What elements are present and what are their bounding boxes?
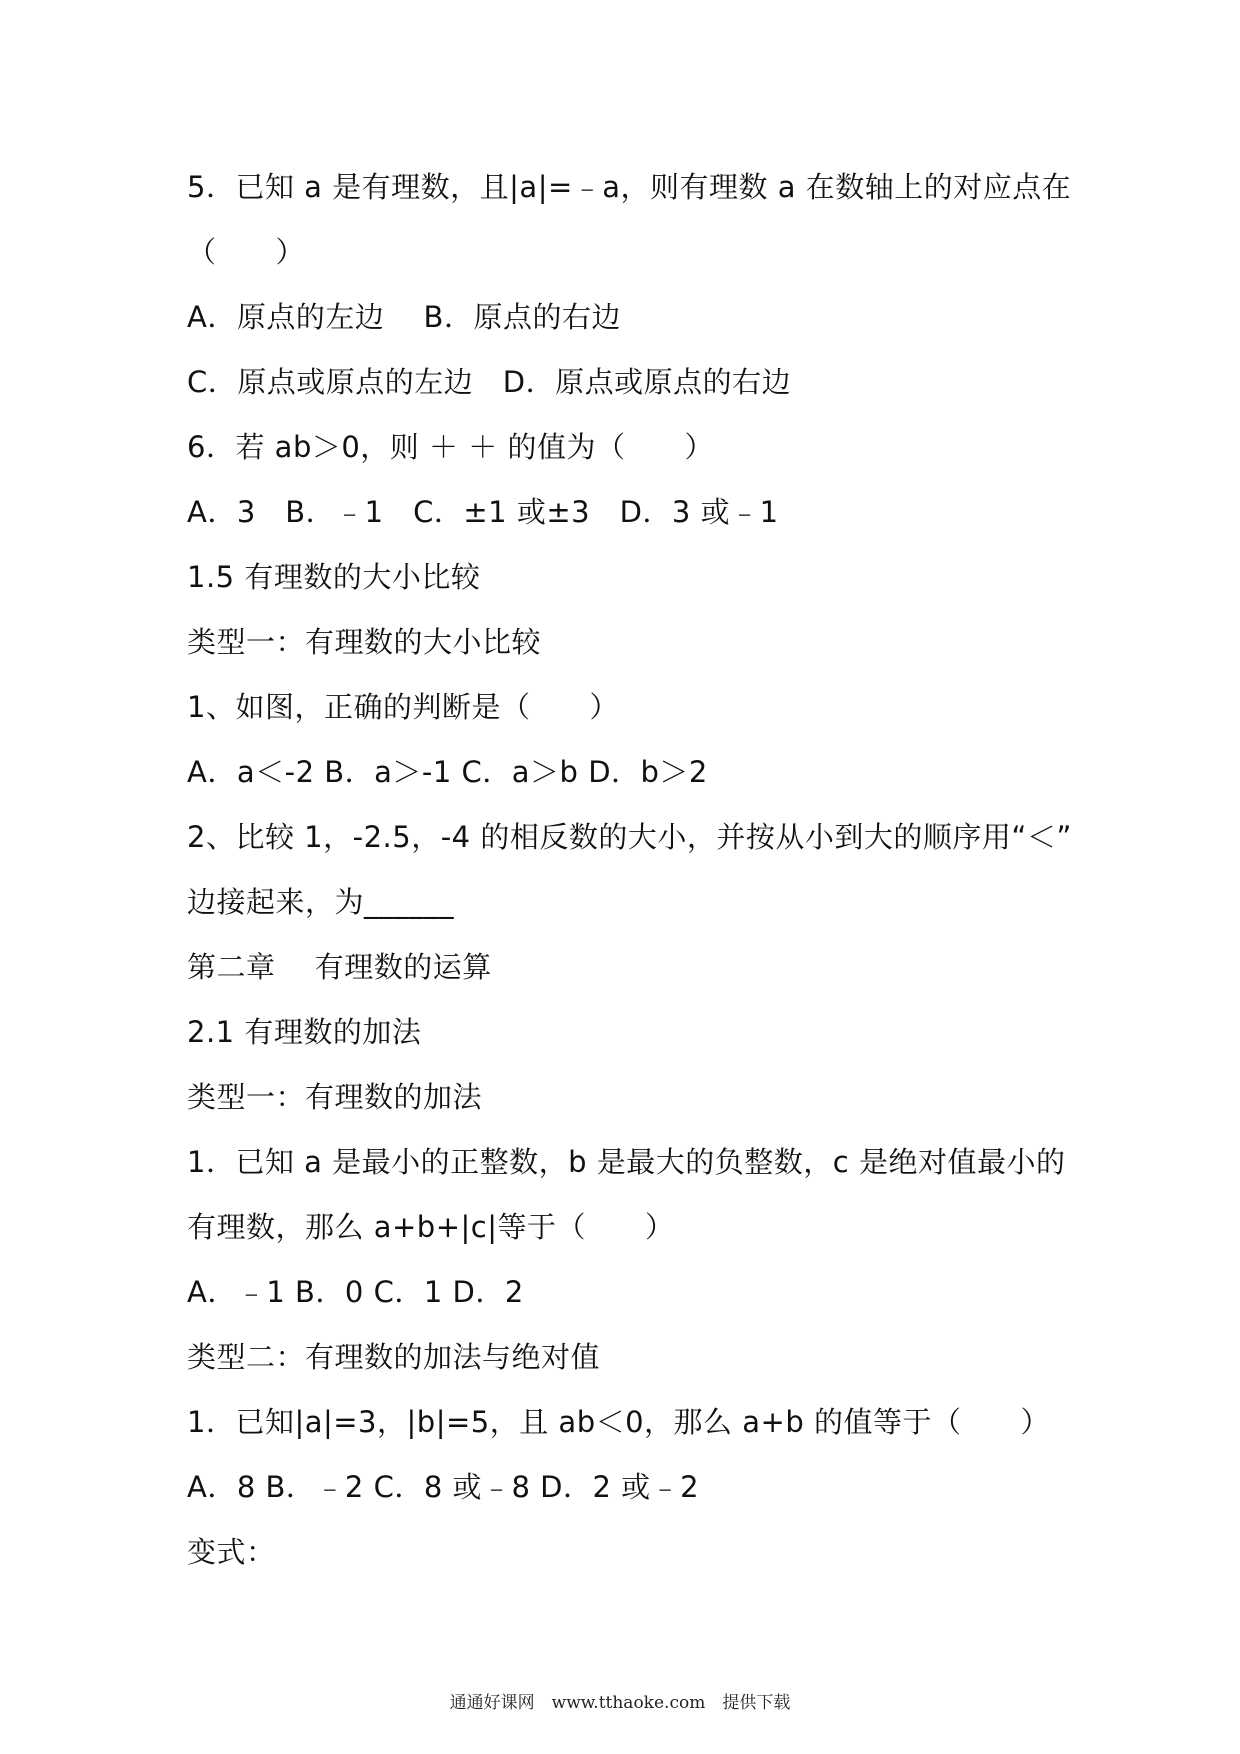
page-footer: 通通好课网 www.tthaoke.com 提供下载 xyxy=(449,1693,791,1713)
section-heading-1-5: 1.5 有理数的大小比较 xyxy=(187,560,481,594)
section-heading-2-1: 2.1 有理数的加法 xyxy=(187,1015,422,1049)
question-5-options-ab: A．原点的左边 B．原点的右边 xyxy=(187,300,621,334)
question-stem: 2、比较 1，-2.5，-4 的相反数的大小，并按从小到大的顺序用“＜” xyxy=(187,820,1072,854)
question-6-options: A．3 B．﹣1 C．±1 或±3 D．3 或﹣1 xyxy=(187,495,779,529)
question-5-options-cd: C．原点或原点的左边 D．原点或原点的右边 xyxy=(187,365,792,399)
type-heading: 类型一：有理数的大小比较 xyxy=(187,625,542,659)
question-stem: 1．已知|a|=3，|b|=5，且 ab＜0，那么 a+b 的值等于（ ） xyxy=(187,1405,1050,1439)
question-5-blank: （ ） xyxy=(187,235,306,269)
question-options: A．a＜-2 B．a＞-1 C．a＞b D．b＞2 xyxy=(187,755,708,789)
question-stem: 1、如图，正确的判断是（ ） xyxy=(187,690,619,724)
type-heading: 类型二：有理数的加法与绝对值 xyxy=(187,1340,601,1374)
chapter-heading: 第二章 有理数的运算 xyxy=(187,950,492,984)
type-heading: 类型一：有理数的加法 xyxy=(187,1080,483,1114)
question-stem-continued: 有理数，那么 a+b+|c|等于（ ） xyxy=(187,1210,675,1244)
question-6-stem: 6．若 ab＞0，则 ＋ ＋ 的值为（ ） xyxy=(187,430,714,464)
question-options: A．8 B．﹣2 C．8 或﹣8 D．2 或﹣2 xyxy=(187,1470,700,1504)
question-options: A．﹣1 B．0 C．1 D．2 xyxy=(187,1275,524,1309)
question-5-stem: 5．已知 a 是有理数，且|a|=﹣a，则有理数 a 在数轴上的对应点在 xyxy=(187,170,1072,204)
question-stem: 1．已知 a 是最小的正整数，b 是最大的负整数，c 是绝对值最小的 xyxy=(187,1145,1066,1179)
question-stem-continued: 边接起来，为______ xyxy=(187,885,455,919)
document-body xyxy=(187,155,1072,1585)
variant-heading: 变式： xyxy=(187,1535,276,1569)
